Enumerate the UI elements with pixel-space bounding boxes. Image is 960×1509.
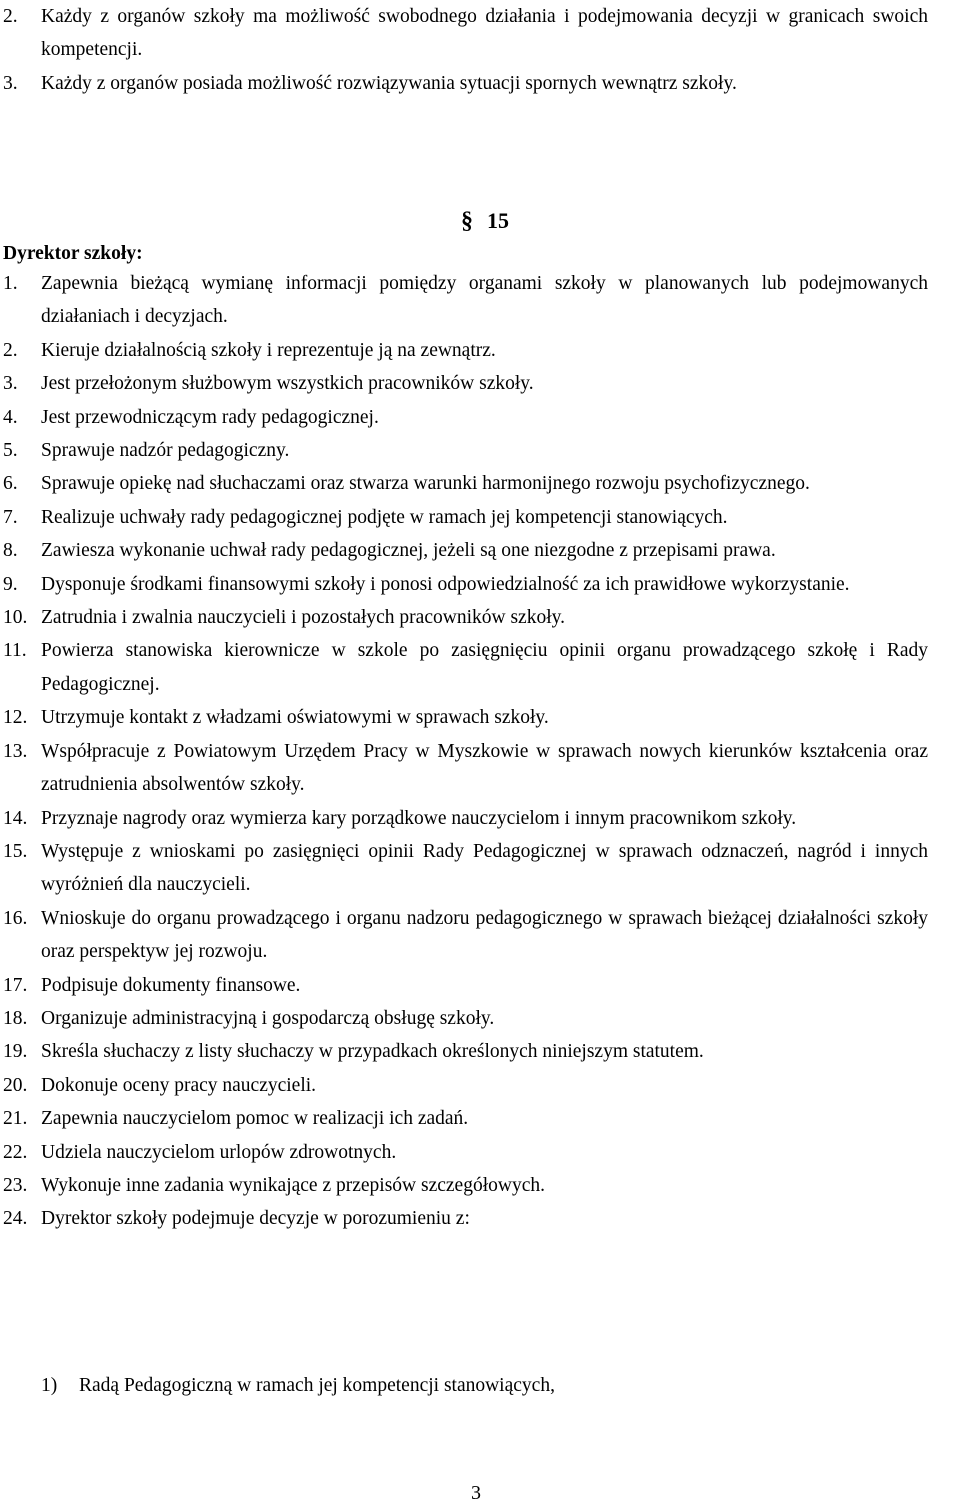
item-text: Wnioskuje do organu prowadzącego i organu nadzoru pedagogicznego w sprawach bieżącej działalności szkoły oraz perspektyw jej rozwoju.: [41, 907, 928, 963]
list-item: [0, 434, 928, 467]
item-number: 1.: [3, 273, 18, 294]
list-item: [0, 0, 928, 67]
item-text: Zapewnia nauczycielom pomoc w realizacji ich zadań.: [41, 1108, 469, 1130]
item-number: 2.: [3, 6, 18, 27]
list-item: [0, 367, 928, 400]
list-item: [0, 1136, 928, 1169]
list-item: [0, 634, 928, 701]
item-text: Organizuje administracyjną i gospodarczą obsługę szkoły.: [41, 1007, 495, 1029]
item-number: 2.: [3, 339, 18, 361]
list-item: [0, 1202, 928, 1235]
item-number: 8.: [3, 540, 18, 562]
item-text: Zapewnia bieżącą wymianę informacji pomiędzy organami szkoły w planowanych lub podejmowanych działaniach i decyzjach.: [41, 273, 928, 328]
item-number: 21.: [3, 1108, 28, 1130]
item-text: Wykonuje inne zadania wynikające z przepisów szczegółowych.: [41, 1174, 545, 1196]
paragraph-number: 15: [487, 208, 509, 233]
list-item: [0, 67, 928, 100]
item-text: Kieruje działalnością szkoły i reprezentuje ją na zewnątrz.: [41, 339, 496, 361]
list-item: [0, 1069, 928, 1102]
item-text: Przyznaje nagrody oraz wymierza kary porządkowe nauczycielom i innym pracownikom szkoły.: [41, 807, 797, 829]
list-item: [0, 1169, 928, 1202]
item-number: 6.: [3, 473, 18, 495]
item-number: 18.: [3, 1007, 28, 1029]
section-symbol: §: [461, 208, 473, 234]
item-text: Jest przewodniczącym rady pedagogicznej.: [41, 406, 379, 428]
list-item: [0, 802, 928, 835]
item-number: 20.: [3, 1074, 28, 1096]
list-item: [0, 401, 928, 434]
sub-item-number: 1): [41, 1375, 58, 1396]
item-number: 14.: [3, 807, 28, 829]
item-number: 16.: [3, 907, 28, 929]
item-text: Sprawuje opiekę nad słuchaczami oraz stwarza warunki harmonijnego rozwoju psychofizycznego.: [41, 473, 810, 495]
item-number: 13.: [3, 740, 28, 762]
list-item: [0, 334, 928, 367]
item-number: 3.: [3, 373, 18, 395]
item-text: Zawiesza wykonanie uchwał rady pedagogicznej, jeżeli są one niezgodne z przepisami prawa.: [41, 540, 776, 562]
item-number: 17.: [3, 974, 28, 996]
list-item: [0, 467, 928, 500]
item-text: Utrzymuje kontakt z władzami oświatowymi w sprawach szkoły.: [41, 707, 549, 729]
item-text: Występuje z wnioskami po zasięgnięci opinii Rady Pedagogicznej w sprawach odznaczeń, nagród i innych wyróżnień dla nauczycieli.: [41, 840, 928, 896]
list-item: [0, 501, 928, 534]
sub-list-item: [41, 1369, 555, 1402]
item-text: Dysponuje środkami finansowymi szkoły i ponosi odpowiedzialność za ich prawidłowe wykorzystanie.: [41, 573, 850, 595]
list-item: [0, 1035, 928, 1068]
item-text: Jest przełożonym służbowym wszystkich pracowników szkoły.: [41, 373, 534, 395]
item-number: 12.: [3, 707, 28, 729]
item-text: Każdy z organów posiada możliwość rozwiązywania sytuacji spornych wewnątrz szkoły.: [41, 72, 737, 94]
item-number: 10.: [3, 607, 28, 629]
item-number: 11.: [3, 640, 27, 662]
list-item: [0, 568, 928, 601]
list-item: [0, 267, 928, 334]
item-text: Realizuje uchwały rady pedagogicznej podjęte w ramach jej kompetencji stanowiących.: [41, 506, 728, 528]
item-text: Powierza stanowiska kierownicze w szkole po zasięgnięciu opinii organu prowadzącego szkołę i Rady Pedagogicznej.: [41, 640, 928, 695]
list-item: [0, 969, 928, 1002]
item-text: Zatrudnia i zwalnia nauczycieli i pozostałych pracowników szkoły.: [41, 607, 565, 629]
list-item: [0, 835, 928, 902]
page-number: 3: [471, 1482, 481, 1504]
item-text: Udziela nauczycielom urlopów zdrowotnych.: [41, 1141, 397, 1163]
paragraph-heading: [461, 208, 509, 235]
item-text: Sprawuje nadzór pedagogiczny.: [41, 440, 290, 462]
top-list: [0, 0, 928, 100]
item-number: 4.: [3, 406, 18, 428]
director-duties-list: [0, 267, 928, 1236]
item-text: Dokonuje oceny pracy nauczycieli.: [41, 1074, 317, 1096]
list-item: [0, 701, 928, 734]
item-number: 15.: [3, 840, 28, 862]
item-text: Skreśla słuchaczy z listy słuchaczy w przypadkach określonych niniejszym statutem.: [41, 1041, 704, 1063]
item-number: 22.: [3, 1141, 28, 1163]
item-text: Podpisuje dokumenty finansowe.: [41, 974, 301, 996]
list-item: [0, 1102, 928, 1135]
list-item: [0, 902, 928, 969]
sub-item-text: Radą Pedagogiczną w ramach jej kompetencji stanowiących,: [79, 1375, 555, 1396]
item-text: Dyrektor szkoły podejmuje decyzje w porozumieniu z:: [41, 1208, 470, 1230]
item-number: 7.: [3, 506, 18, 528]
item-text: Każdy z organów szkoły ma możliwość swobodnego działania i podejmowania decyzji w granicach swoich kompetencji.: [41, 6, 928, 61]
list-item: [0, 601, 928, 634]
item-number: 5.: [3, 440, 18, 462]
item-number: 3.: [3, 72, 18, 94]
item-number: 23.: [3, 1174, 28, 1196]
item-number: 9.: [3, 573, 18, 595]
list-item: [0, 1002, 928, 1035]
item-number: 19.: [3, 1041, 28, 1063]
item-text: Współpracuje z Powiatowym Urzędem Pracy w Myszkowie w sprawach nowych kierunków kształcenia oraz zatrudnienia absolwentów szkoły.: [41, 740, 928, 796]
item-number: 24.: [3, 1208, 28, 1230]
list-item: [0, 735, 928, 802]
section-title: Dyrektor szkoły:: [3, 243, 143, 264]
list-item: [0, 534, 928, 567]
